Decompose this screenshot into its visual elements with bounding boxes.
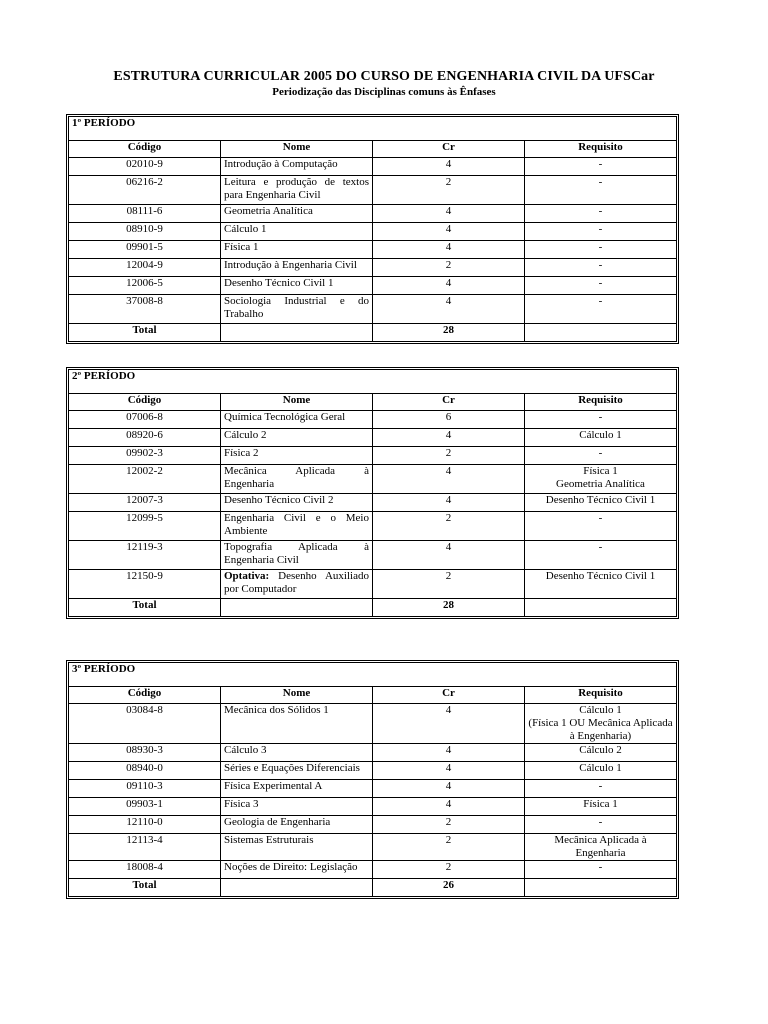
requisite-line: (Física 1 OU Mecânica Aplicada à Engenharia) <box>528 717 673 742</box>
course-requisite <box>525 277 677 295</box>
requisite-line: - <box>598 447 603 459</box>
course-credits: 2 <box>373 816 525 834</box>
requisite-line: Cálculo 1 <box>579 704 622 716</box>
table-row <box>69 158 677 176</box>
course-credits: 2 <box>373 834 525 861</box>
column-header-name: Nome <box>221 141 373 158</box>
column-header-row <box>69 394 677 411</box>
course-requisite <box>525 570 677 599</box>
course-name: Física 3 <box>221 798 373 816</box>
course-code: 12007-3 <box>69 494 221 512</box>
course-requisite <box>525 834 677 861</box>
course-code: 12110-0 <box>69 816 221 834</box>
table-row <box>69 223 677 241</box>
course-credits: 4 <box>373 541 525 570</box>
course-code: 37008-8 <box>69 295 221 324</box>
total-credits: 28 <box>373 324 525 342</box>
course-name: Topografia Aplicada à Engenharia Civil <box>221 541 373 570</box>
period-header-row <box>69 663 677 687</box>
course-requisite <box>525 762 677 780</box>
course-requisite <box>525 447 677 465</box>
course-name-text: Desenho Auxiliado por Computador <box>224 570 369 595</box>
course-code: 08940-0 <box>69 762 221 780</box>
requisite-line: - <box>598 223 603 235</box>
course-requisite <box>525 541 677 570</box>
course-code: 09901-5 <box>69 241 221 259</box>
course-requisite <box>525 494 677 512</box>
course-code: 08930-3 <box>69 744 221 762</box>
course-code: 12119-3 <box>69 541 221 570</box>
course-credits: 4 <box>373 494 525 512</box>
course-name: Desenho Técnico Civil 1 <box>221 277 373 295</box>
course-code: 12099-5 <box>69 512 221 541</box>
course-requisite <box>525 259 677 277</box>
requisite-line: - <box>598 259 603 271</box>
total-credits: 26 <box>373 879 525 897</box>
course-requisite <box>525 704 677 744</box>
period-header-row <box>69 117 677 141</box>
requisite-line: - <box>598 241 603 253</box>
total-row <box>69 324 677 342</box>
column-header-cr: Cr <box>373 687 525 704</box>
course-name: Mecânica Aplicada à Engenharia <box>221 465 373 494</box>
requisite-line: Física 1 <box>583 798 618 810</box>
period-table <box>68 116 677 342</box>
course-credits: 2 <box>373 861 525 879</box>
course-requisite <box>525 158 677 176</box>
course-requisite <box>525 861 677 879</box>
table-row <box>69 205 677 223</box>
table-row <box>69 762 677 780</box>
period-table <box>68 369 677 617</box>
course-credits: 2 <box>373 259 525 277</box>
requisite-line: Cálculo 1 <box>579 762 622 774</box>
optional-label: Optativa: <box>224 570 270 582</box>
course-name: Cálculo 2 <box>221 429 373 447</box>
column-header-cr: Cr <box>373 141 525 158</box>
course-name: Geometria Analítica <box>221 205 373 223</box>
column-header-cr: Cr <box>373 394 525 411</box>
total-empty <box>525 599 677 617</box>
total-label: Total <box>69 599 221 617</box>
column-header-code: Código <box>69 141 221 158</box>
course-credits: 4 <box>373 223 525 241</box>
course-name: Noções de Direito: Legislação <box>221 861 373 879</box>
course-name: Geologia de Engenharia <box>221 816 373 834</box>
course-credits: 4 <box>373 241 525 259</box>
course-requisite <box>525 512 677 541</box>
course-name: Introdução à Engenharia Civil <box>221 259 373 277</box>
course-code: 08920-6 <box>69 429 221 447</box>
column-header-name: Nome <box>221 394 373 411</box>
requisite-line: Geometria Analítica <box>556 478 645 490</box>
course-name: Física Experimental A <box>221 780 373 798</box>
course-code: 09903-1 <box>69 798 221 816</box>
requisite-line: - <box>598 176 603 188</box>
course-name: Cálculo 1 <box>221 223 373 241</box>
course-credits: 2 <box>373 512 525 541</box>
course-name: Sociologia Industrial e do Trabalho <box>221 295 373 324</box>
course-code: 06216-2 <box>69 176 221 205</box>
table-row <box>69 465 677 494</box>
period-title: 2º PERÍODO <box>69 370 677 394</box>
column-header-name: Nome <box>221 687 373 704</box>
table-row <box>69 295 677 324</box>
requisite-line: Física 1 <box>583 465 618 477</box>
course-credits: 4 <box>373 780 525 798</box>
course-name: Cálculo 3 <box>221 744 373 762</box>
course-code: 09902-3 <box>69 447 221 465</box>
course-requisite <box>525 744 677 762</box>
table-row <box>69 176 677 205</box>
course-requisite <box>525 780 677 798</box>
table-row <box>69 447 677 465</box>
table-row <box>69 704 677 744</box>
course-name: Química Tecnológica Geral <box>221 411 373 429</box>
requisite-line: Cálculo 1 <box>579 429 622 441</box>
total-label: Total <box>69 324 221 342</box>
course-code: 09110-3 <box>69 780 221 798</box>
requisite-line: - <box>598 861 603 873</box>
course-code: 18008-4 <box>69 861 221 879</box>
total-row <box>69 599 677 617</box>
total-empty <box>221 324 373 342</box>
course-code: 07006-8 <box>69 411 221 429</box>
course-credits: 4 <box>373 704 525 744</box>
course-credits: 2 <box>373 176 525 205</box>
requisite-line: - <box>598 411 603 423</box>
course-credits: 4 <box>373 158 525 176</box>
table-row <box>69 494 677 512</box>
requisite-line: - <box>598 158 603 170</box>
requisite-line: Desenho Técnico Civil 1 <box>545 494 656 506</box>
table-row <box>69 570 677 599</box>
course-requisite <box>525 223 677 241</box>
course-code: 08910-9 <box>69 223 221 241</box>
period-header-row <box>69 370 677 394</box>
course-name: Sistemas Estruturais <box>221 834 373 861</box>
column-header-req: Requisito <box>525 394 677 411</box>
total-row <box>69 879 677 897</box>
total-empty <box>221 879 373 897</box>
total-empty <box>525 324 677 342</box>
course-code: 03084-8 <box>69 704 221 744</box>
course-credits: 6 <box>373 411 525 429</box>
requisite-line: Mecânica Aplicada à Engenharia <box>554 834 647 859</box>
table-row <box>69 861 677 879</box>
requisite-line: - <box>598 780 603 792</box>
table-row <box>69 834 677 861</box>
column-header-code: Código <box>69 687 221 704</box>
column-header-row <box>69 687 677 704</box>
total-credits: 28 <box>373 599 525 617</box>
course-name: Física 1 <box>221 241 373 259</box>
course-code: 12004-9 <box>69 259 221 277</box>
requisite-line: - <box>598 816 603 828</box>
course-credits: 4 <box>373 295 525 324</box>
course-credits: 4 <box>373 205 525 223</box>
course-credits: 4 <box>373 744 525 762</box>
course-credits: 4 <box>373 798 525 816</box>
table-row <box>69 277 677 295</box>
table-row <box>69 259 677 277</box>
course-name: Séries e Equações Diferenciais <box>221 762 373 780</box>
course-credits: 2 <box>373 447 525 465</box>
table-row <box>69 512 677 541</box>
table-row <box>69 780 677 798</box>
table-row <box>69 241 677 259</box>
course-requisite <box>525 205 677 223</box>
table-row <box>69 541 677 570</box>
requisite-line: Desenho Técnico Civil 1 <box>545 570 656 582</box>
table-row <box>69 816 677 834</box>
course-requisite <box>525 295 677 324</box>
requisite-line: - <box>598 295 603 307</box>
column-header-req: Requisito <box>525 141 677 158</box>
total-empty <box>525 879 677 897</box>
course-requisite <box>525 241 677 259</box>
course-name: Mecânica dos Sólidos 1 <box>221 704 373 744</box>
course-credits: 4 <box>373 465 525 494</box>
course-code: 12113-4 <box>69 834 221 861</box>
course-credits: 4 <box>373 277 525 295</box>
document-title: ESTRUTURA CURRICULAR 2005 DO CURSO DE ENGENHARIA CIVIL DA UFSCar <box>113 69 655 84</box>
course-code: 12002-2 <box>69 465 221 494</box>
column-header-code: Código <box>69 394 221 411</box>
course-name: Física 2 <box>221 447 373 465</box>
course-name: Leitura e produção de textos para Engenharia Civil <box>221 176 373 205</box>
course-code: 08111-6 <box>69 205 221 223</box>
course-name: Engenharia Civil e o Meio Ambiente <box>221 512 373 541</box>
course-requisite <box>525 411 677 429</box>
requisite-line: - <box>598 205 603 217</box>
document-subtitle: Periodização das Disciplinas comuns às Ênfases <box>272 86 496 98</box>
course-code: 12006-5 <box>69 277 221 295</box>
total-empty <box>221 599 373 617</box>
period-table <box>68 662 677 897</box>
table-row <box>69 411 677 429</box>
course-name: Introdução à Computação <box>221 158 373 176</box>
requisite-line: - <box>598 541 603 553</box>
requisite-line: Cálculo 2 <box>579 744 622 756</box>
period-title: 3º PERÍODO <box>69 663 677 687</box>
course-code: 02010-9 <box>69 158 221 176</box>
table-row <box>69 798 677 816</box>
course-credits: 4 <box>373 429 525 447</box>
course-requisite <box>525 429 677 447</box>
course-credits: 4 <box>373 762 525 780</box>
course-name: Desenho Técnico Civil 2 <box>221 494 373 512</box>
period-title: 1º PERÍODO <box>69 117 677 141</box>
course-requisite <box>525 465 677 494</box>
course-name <box>221 570 373 599</box>
course-requisite <box>525 176 677 205</box>
total-label: Total <box>69 879 221 897</box>
course-requisite <box>525 816 677 834</box>
requisite-line: - <box>598 277 603 289</box>
table-row <box>69 744 677 762</box>
column-header-row <box>69 141 677 158</box>
course-code: 12150-9 <box>69 570 221 599</box>
course-requisite <box>525 798 677 816</box>
course-credits: 2 <box>373 570 525 599</box>
requisite-line: - <box>598 512 603 524</box>
column-header-req: Requisito <box>525 687 677 704</box>
table-row <box>69 429 677 447</box>
